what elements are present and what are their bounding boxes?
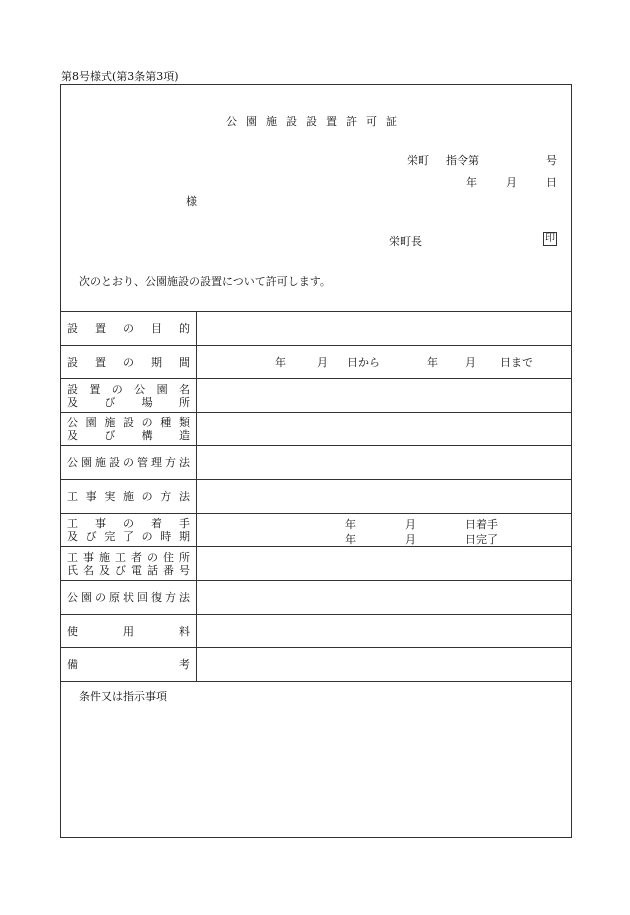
permit-form: [60, 84, 572, 838]
row-label-construction-timing: [61, 514, 197, 546]
row-label-usage-fee: [61, 615, 197, 647]
issue-date: [466, 174, 557, 190]
label-line: 設 置 の 公 園 名: [67, 382, 190, 396]
label-line: 使 用 料: [67, 624, 190, 638]
conditions-area: [61, 681, 571, 703]
row-label-restoration-method: [61, 581, 197, 614]
period-part: 日から: [347, 356, 380, 369]
timing-part: 月: [405, 533, 416, 546]
label-line: 及 び 完 了 の 時 期: [67, 530, 190, 543]
label-line: 設 置 の 期 間: [67, 355, 190, 369]
row-value-construction-method[interactable]: [197, 480, 571, 513]
issuer-line: [407, 152, 557, 168]
row-contractor-info: [61, 546, 571, 580]
period-part: 年: [427, 356, 438, 369]
label-line: 備 考: [67, 658, 190, 671]
timing-part: 年: [345, 518, 356, 531]
seal-mark: 印: [545, 233, 555, 244]
row-value-purpose[interactable]: [197, 312, 571, 345]
timing-part: 日完了: [465, 533, 498, 546]
issuer-suffix: 号: [546, 154, 557, 167]
row-value-facility-type[interactable]: [197, 413, 571, 445]
timing-part: 日着手: [465, 518, 498, 531]
label-line: 氏 名 及 び 電 話 番 号: [67, 563, 190, 577]
row-value-period[interactable]: [197, 346, 571, 378]
label-line: 及 び 構 造: [67, 429, 190, 442]
issuer-town: 栄町: [407, 154, 429, 167]
row-value-remarks[interactable]: [197, 648, 571, 681]
form-number: 第8号様式(第3条第3項): [61, 70, 179, 83]
row-label-contractor-info: [61, 547, 197, 580]
row-label-construction-method: [61, 480, 197, 513]
row-label-facility-type: [61, 413, 197, 445]
timing-part: 月: [405, 518, 416, 531]
period-part: 月: [465, 356, 476, 369]
conditions-label: 条件又は指示事項: [79, 690, 167, 703]
date-year: 年: [466, 176, 477, 189]
row-value-park-location[interactable]: [197, 379, 571, 412]
row-value-usage-fee[interactable]: [197, 615, 571, 647]
row-construction-method: [61, 479, 571, 513]
intro-text: 次のとおり、公園施設の設置について許可します。: [79, 275, 331, 288]
date-day: 日: [546, 176, 557, 189]
label-line: 及 び 場 所: [67, 395, 190, 409]
label-line: 工 事 実 施 の 方 法: [67, 490, 190, 503]
label-line: 公 園 施 設 の 管 理 方 法: [67, 456, 190, 469]
row-park-location: [61, 378, 571, 412]
row-construction-timing: [61, 513, 571, 546]
issuer-label: 指令第: [446, 154, 479, 167]
row-period: [61, 345, 571, 378]
row-value-restoration-method[interactable]: [197, 581, 571, 614]
label-line: 公 園 施 設 の 種 類: [67, 416, 190, 429]
label-line: 工 事 の 着 手: [67, 517, 190, 530]
period-part: 月: [317, 356, 328, 369]
row-value-management-method[interactable]: [197, 446, 571, 479]
row-label-remarks: [61, 648, 197, 681]
row-purpose: [61, 311, 571, 345]
timing-part: 年: [345, 533, 356, 546]
row-value-contractor-info[interactable]: [197, 547, 571, 580]
row-restoration-method: [61, 580, 571, 614]
form-title: 公園施設設置許可証: [226, 115, 406, 128]
addressee-suffix: 様: [186, 195, 197, 208]
period-part: 年: [275, 356, 286, 369]
label-line: 工 事 施 工 者 の 住 所: [67, 550, 190, 564]
period-part: 日まで: [500, 356, 533, 369]
row-remarks: [61, 647, 571, 681]
row-usage-fee: [61, 614, 571, 647]
row-label-period: [61, 346, 197, 378]
label-line: 設 置 の 目 的: [67, 322, 190, 335]
label-line: 公 園 の 原 状 回 復 方 法: [67, 591, 190, 604]
date-month: 月: [506, 176, 517, 189]
row-label-purpose: [61, 312, 197, 345]
row-label-management-method: [61, 446, 197, 479]
mayor-title: 栄町長: [389, 235, 422, 248]
row-label-park-location: [61, 379, 197, 412]
row-value-construction-timing[interactable]: [197, 514, 571, 546]
row-facility-type: [61, 412, 571, 445]
row-management-method: [61, 445, 571, 479]
